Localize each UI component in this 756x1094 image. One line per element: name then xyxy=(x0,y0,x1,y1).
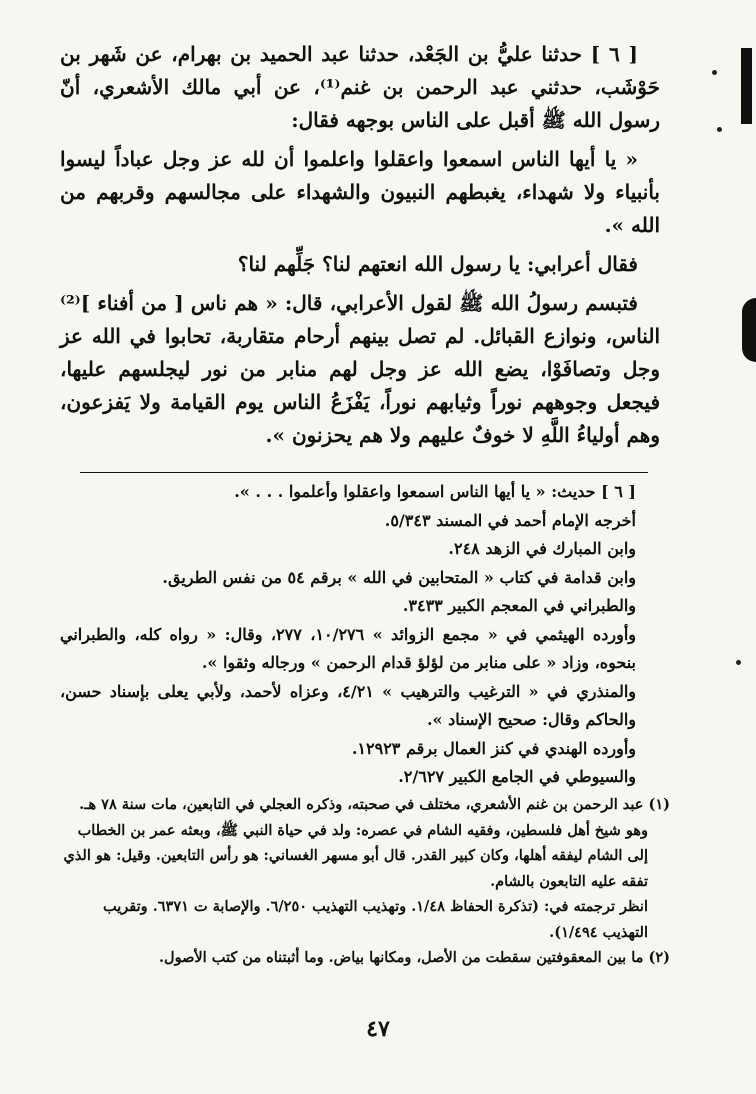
scan-edge-mark xyxy=(742,298,756,362)
isnad-paragraph: [ ٦ ] حدثنا عليُّ بن الجَعْد، حدثنا عبد الحميد بن بهرام، عن شَهر بن حَوْشَب، حدثني عبد الرحمن بن غنم⁽¹⁾، عن أبي مالك الأشعري، أنّ رسول الله ﷺ أقبل على الناس بوجهه فقال: xyxy=(60,42,660,132)
footnote-1-refs: انظر ترجمته في: (تذكرة الحفاظ ١/٤٨. وتهذيب التهذيب ٦/٢٥٠. والإصابة ت ٦٣٧١. وتقريب التهذيب ١/٤٩٤). xyxy=(103,898,648,941)
page-number: ٤٧ xyxy=(366,1016,390,1042)
takhrij-line: والسيوطي في الجامع الكبير ٢/٦٢٧. xyxy=(398,767,636,786)
footnote-1-bio: وهو شيخ أهل فلسطين، وفقيه الشام في عصره: ولد في حياة النبي ﷺ، وبعثه عمر بن الخطاب إلى الشام ليفقه أهلها، وكان كبير القدر. قال أبو مسهر الغساني: هو رأس التابعين. وقيل: هو الذي تفقه عليه التابعون بالشام. xyxy=(63,821,648,890)
takhrij-line: وأورده الهيثمي في « مجمع الزوائد » ١٠/٢٧٦، ٢٧٧، وقال: « رواه كله، والطبراني بنحوه، وزاد « على منابر من لؤلؤ قدام الرحمن » ورجاله وثقوا ». xyxy=(60,624,637,672)
takhrij-line: أخرجه الإمام أحمد في المسند ٥/٣٤٣. xyxy=(384,510,636,530)
scan-speck xyxy=(717,127,722,132)
takhrij-line: وابن قدامة في كتاب « المتحابين في الله » برقم ٥٤ من نفس الطريق. xyxy=(162,567,636,587)
footnote-1: (١) عبد الرحمن بن غنم الأشعري، مختلف في صحبته، وذكره العجلي في التابعين، مات سنة ٧٨ هـ. xyxy=(79,796,670,813)
takhrij-line: وابن المبارك في الزهد ٢٤٨. xyxy=(448,539,636,558)
prophet-answer-paragraph: فتبسم رسولُ الله ﷺ لقول الأعرابي، قال: « هم ناس [ من أفناء ]⁽²⁾ الناس، ونوازع القبائل. لم تصل بينهم أرحام متقاربة، تحابوا في الله عز وجل وتصافَوْا، يضع الله عز وجل لهم منابر من نور ليجلسهم عليها، فيجعل وجوههم نوراً وثيابهم نوراً، يَفْزَعُ الناس يوم القيامة ولا يَفزعون، وهم أولياءُ اللَّهِ لا خوفٌ عليهم ولا هم يحزنون ». xyxy=(60,291,660,447)
footnotes xyxy=(60,792,670,971)
takhrij-line: [ ٦ ] حديث: « يا أيها الناس اسمعوا واعقلوا وأعلموا . . . ». xyxy=(234,482,636,501)
takhrij-line: وأورده الهندي في كنز العمال برقم ١٢٩٢٣. xyxy=(351,738,636,758)
hadith-text xyxy=(60,38,660,458)
footnote-divider xyxy=(80,472,648,473)
scan-speck xyxy=(736,660,741,665)
scan-speck xyxy=(712,70,717,75)
takhrij-line: والمنذري في « الترغيب والترهيب » ٤/٢١، وعزاه لأحمد، ولأبي يعلى بإسناد حسن، والحاكم وقال: صحيح الإسناد ». xyxy=(60,681,636,729)
takhrij-line: والطبراني في المعجم الكبير ٣٤٣٣. xyxy=(402,596,636,615)
footnote-2: (٢) ما بين المعقوفتين سقطت من الأصل، ومكانها بياض. وما أثبتناه من كتب الأصول. xyxy=(159,949,670,966)
scan-edge-bar xyxy=(741,48,752,124)
bedouin-question-paragraph: فقال أعرابي: يا رسول الله انعتهم لنا؟ جَلِّهم لنا؟ xyxy=(237,252,638,276)
hadith-matn-paragraph: « يا أيها الناس اسمعوا واعقلوا واعلموا أن لله عز وجل عباداً ليسوا بأنبياء ولا شهداء، يغبطهم النبيون والشهداء على مجالسهم وقربهم من الله ». xyxy=(60,147,660,237)
takhrij-notes xyxy=(60,478,660,792)
